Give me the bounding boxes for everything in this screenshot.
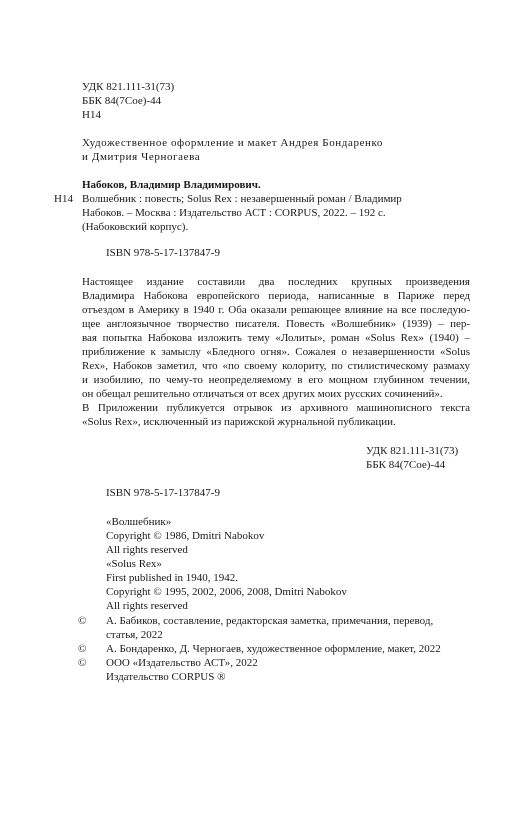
- isbn-second: ISBN 978-5-17-137847-9: [106, 487, 220, 499]
- author-mark: Н14: [82, 109, 101, 121]
- copyright-title-2: «Solus Rex»: [106, 558, 162, 570]
- credit-publisher-ast: ООО «Издательство АСТ», 2022: [106, 657, 258, 669]
- annotation-line: отъездом в Америку в 1940 г. Оба оказали решающее влияние на все последую-: [82, 304, 470, 316]
- copyright-notice-2: Copyright © 1995, 2002, 2006, 2008, Dmitri Nabokov: [106, 586, 347, 598]
- copyright-symbol-2: ©: [78, 643, 87, 655]
- credits-block: [106, 614, 441, 684]
- annotation-para2-line-2: «Solus Rex», исключенный из парижской журнальной публикации.: [82, 416, 396, 428]
- credit-compiler-line-2: статья, 2022: [106, 629, 163, 641]
- udk-code-right: УДК 821.111-31(73): [366, 445, 459, 457]
- design-credit-line-1: Художественное оформление и макет Андрея Бондаренко: [82, 137, 384, 149]
- catalog-author: Набоков, Владимир Владимирович.: [82, 179, 261, 191]
- catalog-line-1: Волшебник : повесть; Solus Rex : незавершенный роман / Владимир: [82, 193, 402, 205]
- annotation-line: приближение к замыслу «Бледного огня». Сожалея о незавершенности «Solus: [82, 346, 470, 358]
- copyright-symbol-3: ©: [78, 657, 87, 669]
- annotation-line: щее англоязычное творчество писателя. Повесть «Волшебник» (1939) – пер-: [82, 318, 470, 330]
- copyright-title-1: «Волшебник»: [106, 516, 172, 528]
- catalog-line-3: (Набоковский корпус).: [82, 221, 189, 233]
- annotation-line: Владимира Набокова европейского периода, написанные в Париже перед: [82, 290, 470, 302]
- udk-code: УДК 821.111-31(73): [82, 81, 175, 93]
- annotation-line: он обещал решительно отличаться от всех других моих русских сочинений».: [82, 388, 443, 400]
- annotation-line: вая попытка Набокова изложить тему «Лолиты», роман «Solus Rex» (1940) –: [82, 332, 470, 344]
- first-published: First published in 1940, 1942.: [106, 572, 239, 584]
- header-codes: [82, 80, 174, 122]
- copyright-block: [106, 515, 347, 613]
- credit-compiler-line-1: А. Бабиков, составление, редакторская заметка, примечания, перевод,: [106, 615, 434, 627]
- bbk-code: ББК 84(7Сое)-44: [82, 95, 162, 107]
- right-codes: [366, 444, 458, 472]
- credit-publisher-corpus: Издательство CORPUS ®: [106, 671, 226, 683]
- bbk-code-right: ББК 84(7Сое)-44: [366, 459, 446, 471]
- annotation-line: и изобилию, по чему-то неопределяемому в его мощном глубинном течении,: [82, 374, 470, 386]
- annotation: [82, 275, 470, 429]
- catalog-isbn: ISBN 978-5-17-137847-9: [106, 247, 220, 259]
- rights-reserved-2: All rights reserved: [106, 600, 188, 612]
- copyright-notice-1: Copyright © 1986, Dmitri Nabokov: [106, 530, 265, 542]
- rights-reserved-1: All rights reserved: [106, 544, 188, 556]
- annotation-line: Настоящее издание составили два последних крупных произведения: [82, 276, 470, 288]
- design-credit-line-2: и Дмитрия Черногаева: [82, 151, 201, 163]
- catalog-entry: [82, 178, 402, 234]
- annotation-line: Rex», Набоков заметил, что «по своему колориту, по стилистическому размаху: [82, 360, 470, 372]
- catalog-line-2: Набоков. – Москва : Издательство АСТ : CORPUS, 2022. – 192 с.: [82, 207, 386, 219]
- design-credit: [82, 136, 383, 164]
- annotation-para2-line-1: В Приложении публикуется отрывок из архивного машинописного текста: [82, 402, 470, 414]
- catalog-margin-mark: Н14: [54, 193, 73, 205]
- copyright-symbol-1: ©: [78, 615, 87, 627]
- credit-design: А. Бондаренко, Д. Черногаев, художественное оформление, макет, 2022: [106, 643, 441, 655]
